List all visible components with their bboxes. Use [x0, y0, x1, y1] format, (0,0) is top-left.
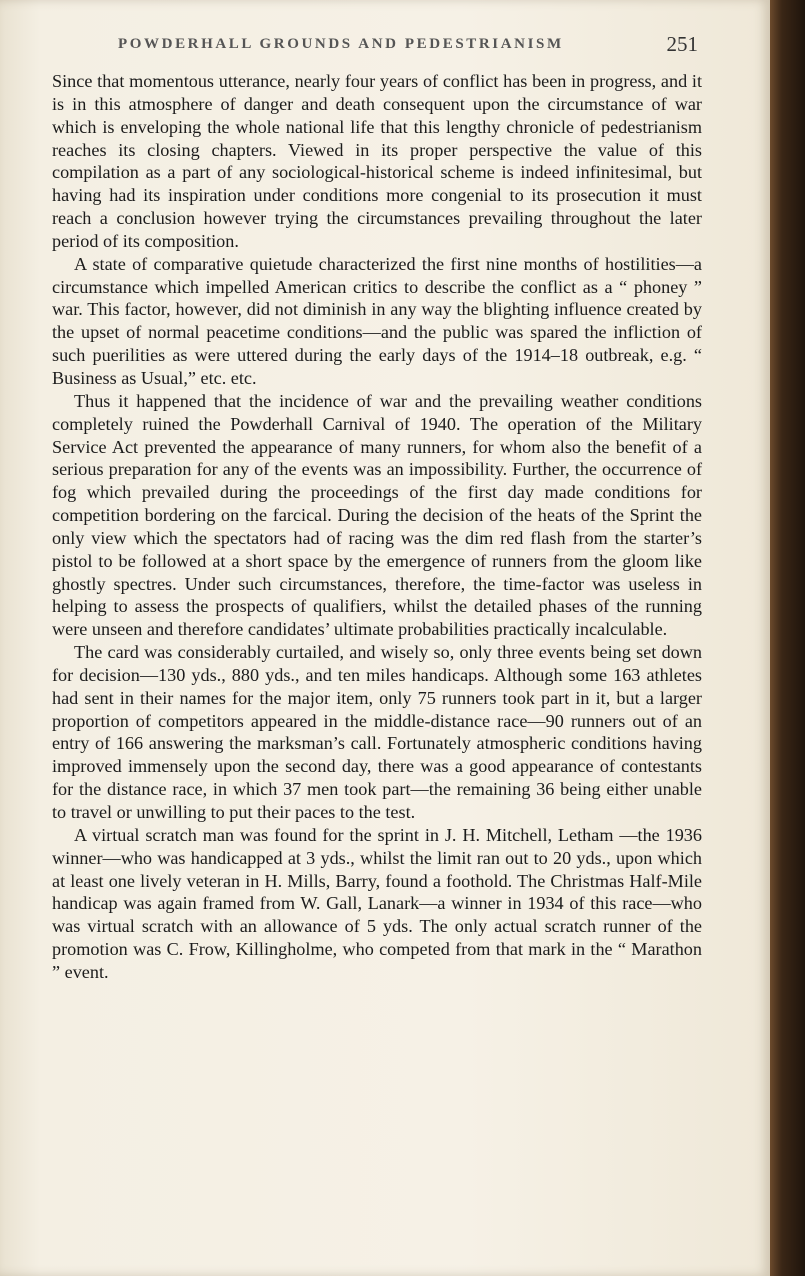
paragraph-4: The card was considerably curtailed, and wisely so, only three events being set down for decision—130 yds., 880 yds., and ten miles handicaps. Although some 163 athletes had sent in their names for the major item, only 75 runners took part in it, but a larger proportion of competitors appeared in the middle-distance race—90 runners out of an entry of 166 answering the marksman’s call. Fortunately atmospheric conditions having improved immensely upon the second day, there was a good appearance of contestants for the distance race, in which 37 men took part—the remaining 36 being either unable to travel or unwilling to put their paces to the test.	[52, 642, 702, 822]
paragraph-2: A state of comparative quietude characterized the first nine months of hostilities—a circumstance which impelled American critics to describe the conflict as a “ phoney ” war. This factor, however, did not diminish in any way the blighting influence created by the upset of normal peacetime conditions—and the public was spared the infliction of such puerilities as were uttered during the early days of the 1914–18 outbreak, e.g. “ Business as Usual,” etc. etc.	[52, 253, 702, 388]
page-header	[118, 34, 698, 60]
page-number: 251	[666, 32, 698, 56]
running-head: POWDERHALL GROUNDS AND PEDESTRIANISM	[118, 36, 564, 52]
body-text	[52, 70, 702, 984]
paragraph-1: Since that momentous utterance, nearly four years of conflict has been in progress, and it is in this atmosphere of danger and death consequent upon the circumstance of war which is enveloping the whole national life that this lengthy chronicle of pedestrianism reaches its closing chapters. Viewed in its proper perspective the value of this compilation as a part of any sociological-historical scheme is indeed infinitesimal, but having had its inspiration under conditions more congenial to its prosecution it must reach a conclusion however trying the circumstances prevailing throughout the later period of its composition.	[52, 71, 702, 251]
paragraph-5: A virtual scratch man was found for the sprint in J. H. Mitchell, Letham —the 1936 winner—who was handicapped at 3 yds., whilst the limit ran out to 20 yds., upon which at least one lively veteran in H. Mills, Barry, found a foothold. The Christmas Half-Mile handicap was again framed from W. Gall, Lanark—a winner in 1934 of this race—who was virtual scratch with an allowance of 5 yds. The only actual scratch runner of the promotion was C. Frow, Killingholme, who competed from that mark in the “ Marathon ” event.	[52, 824, 702, 982]
book-spine-edge	[770, 0, 805, 1276]
paragraph-3: Thus it happened that the incidence of war and the prevailing weather conditions completely ruined the Powderhall Carnival of 1940. The operation of the Military Service Act prevented the appearance of many runners, for whom also the benefit of a serious preparation for any of the events was an impossibility. Further, the occurrence of fog which prevailed during the proceedings of the first day made conditions for competition bordering on the farcical. During the decision of the heats of the Sprint the only view which the spectators had of racing was the dim red flash from the starter’s pistol to be followed at a short space by the emergence of runners from the gloom like ghostly spectres. Under such circumstances, therefore, the time-factor was useless in helping to assess the prospects of qualifiers, whilst the detailed phases of the running were unseen and therefore candidates’ ultimate probabilities practically incalculable.	[52, 390, 702, 640]
